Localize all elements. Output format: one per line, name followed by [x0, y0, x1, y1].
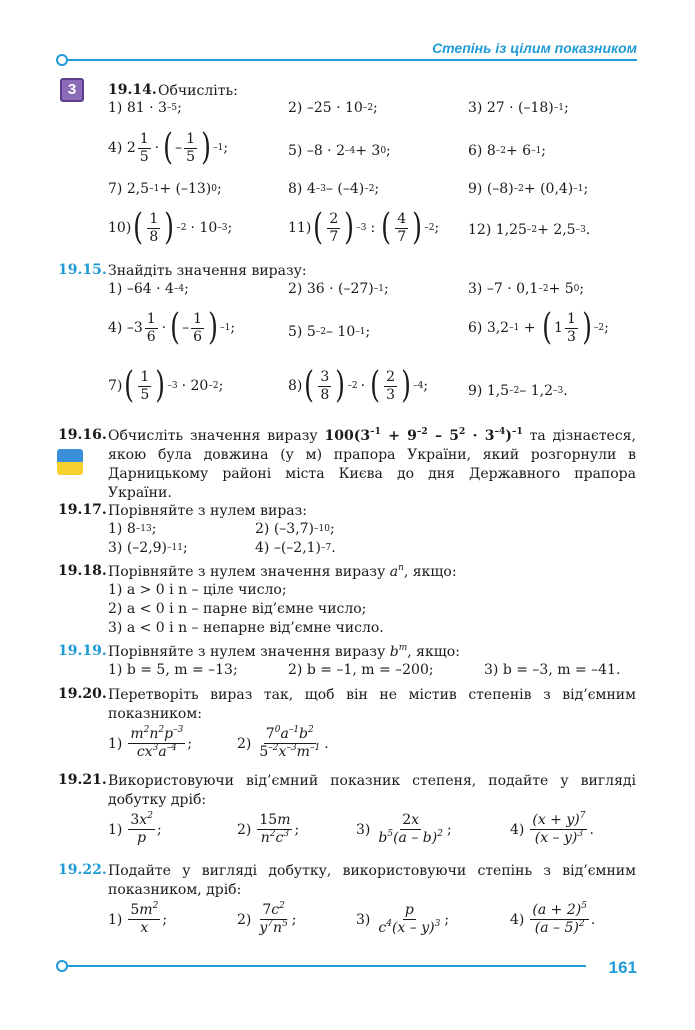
- footer-rule-dot: [56, 960, 68, 972]
- exercise-item: 1) 81 · 3 –5 ;: [108, 100, 182, 116]
- footer-rule: [66, 965, 586, 967]
- problem-statement: Використовуючи від’ємний показник степеня, подайте у вигляді добутку дріб:: [108, 773, 636, 808]
- exercise-item: 4) 2 $\frac{1}{5}$ · ( – $\frac{1}{5}$ ) –1 ;: [108, 127, 229, 168]
- exercise-item: 1) 8 –13 ;: [108, 521, 157, 537]
- exercise-item: 7) ( $\frac{1}{5}$ ) –3 · 20 –2 ;: [108, 365, 224, 406]
- problem-number: 19.20.: [58, 686, 107, 702]
- problem-number: 19.15.: [58, 262, 107, 278]
- problem-statement: Порівняйте з нулем значення виразу $b^m$, якщо:: [108, 643, 460, 660]
- exercise-item: 3) $\frac{2x}{b^5(a - b)^2}$ ;: [356, 812, 452, 846]
- exercise-item: 3) b = –3, m = –41.: [484, 662, 621, 678]
- exercise-item: 4) $\frac{(x + y)^7}{(x - y)^3}$ .: [510, 811, 594, 846]
- exercise-item: 5) –8 · 2 –4 + 3 0 ;: [288, 143, 391, 159]
- exercise-item: 9) (–8) –2 + (0,4) –1 ;: [468, 181, 589, 197]
- problem-number: 19.22.: [58, 862, 107, 878]
- exercise-item: 2) b = –1, m = –200;: [288, 662, 434, 678]
- exercise-item: 2) a < 0 і n – парне від’ємне число;: [108, 601, 367, 617]
- problem-statement: Перетворіть вираз так, щоб він не містив степенів з від’ємним показником:: [108, 687, 636, 722]
- exercise-item: 7) 2,5 –1 + (–13) 0 ;: [108, 181, 222, 197]
- problem-number: 19.21.: [58, 772, 107, 788]
- exercise-item: 2) 36 · (–27) –1 ;: [288, 281, 389, 297]
- header-rule-dot: [56, 54, 68, 66]
- exercise-item: 12) 1,25 –2 + 2,5 –3 .: [468, 222, 591, 238]
- exercise-item: 5) 5 –2 – 10 –1 ;: [288, 324, 371, 340]
- header-rule: [66, 59, 637, 61]
- problem-number: 19.14.: [108, 82, 157, 98]
- exercise-item: 10) ( $\frac{1}{8}$ ) –2 · 10 –3 ;: [108, 207, 233, 248]
- exercise-item: 1) –64 · 4 –4 ;: [108, 281, 189, 297]
- problem-statement: Подайте у вигляді добутку, використовуючи степінь з від’ємним показником, дріб:: [108, 863, 636, 898]
- exercise-item: 8) ( $\frac{3}{8}$ ) –2 · ( $\frac{2}{3}$ ) –4 ;: [288, 365, 429, 406]
- ukrainian-flag-icon: [57, 449, 83, 475]
- exercise-item: 4) $\frac{(a + 2)^5}{(a - 5)^2}$ .: [510, 901, 596, 936]
- exercise-item: 2) (–3,7) –10 ;: [255, 521, 335, 537]
- exercise-item: 11) ( $\frac{2}{7}$ ) –3 : ( $\frac{4}{7}$ ) –2 ;: [288, 207, 440, 248]
- exercise-item: 1) b = 5, m = –13;: [108, 662, 238, 678]
- difficulty-level-badge: 3: [60, 78, 84, 102]
- problem-statement: Знайдіть значення виразу:: [108, 263, 307, 279]
- exercise-item: 6) 8 –2 + 6 –1 ;: [468, 143, 547, 159]
- problem-statement: Порівняйте з нулем значення виразу $a^n$, якщо:: [108, 563, 457, 580]
- exercise-item: 4) –3 $\frac{1}{6}$ · ( – $\frac{1}{6}$ ) –1 ;: [108, 307, 236, 348]
- exercise-item: 3) –7 · 0,1 –2 + 5 0 ;: [468, 281, 585, 297]
- problem-number: 19.18.: [58, 563, 107, 579]
- exercise-item: 2) $\frac{7^0a^{-1}b^2}{5^{-2}x^{-3}m^{-1}}$ .: [237, 725, 329, 760]
- exercise-item: 1) a > 0 і n – ціле число;: [108, 582, 287, 598]
- problem-number: 19.19.: [58, 643, 107, 659]
- exercise-item: 2) $\frac{15m}{n^2c^3}$ ;: [237, 812, 300, 846]
- exercise-item: 2) $\frac{7c^2}{y^7n^5}$ ;: [237, 901, 297, 936]
- exercise-item: 3) (–2,9) –11 ;: [108, 540, 188, 556]
- exercise-item: 9) 1,5 –2 – 1,2 –3 .: [468, 383, 568, 399]
- exercise-item: 4) –(–2,1) –7 .: [255, 540, 336, 556]
- problem-statement: Порівняйте з нулем вираз:: [108, 503, 307, 519]
- problem-statement: Обчисліть:: [158, 83, 238, 99]
- exercise-item: 1) $\frac{m^2n^2p^{-3}}{cx^3a^{-4}}$ ;: [108, 725, 193, 760]
- exercise-item: 8) 4 –3 – (–4) –2 ;: [288, 181, 380, 197]
- running-header: Степінь із цілим показником: [432, 40, 637, 56]
- problem-number: 19.16.: [58, 427, 107, 443]
- problem-number: 19.17.: [58, 502, 107, 518]
- exercise-item: 1) $\frac{5m^2}{x}$ ;: [108, 901, 168, 936]
- exercise-item: 6) 3,2 –1 + ( 1 $\frac{1}{3}$ ) –2 ;: [468, 307, 609, 348]
- page-number: 161: [608, 958, 637, 977]
- exercise-item: 2) –25 · 10 –2 ;: [288, 100, 378, 116]
- exercise-item: 3) $\frac{p}{c^4(x - y)^3}$ ;: [356, 902, 450, 936]
- exercise-item: 1) $\frac{3x^2}{p}$ ;: [108, 811, 162, 846]
- exercise-item: 3) a < 0 і n – непарне від’ємне число.: [108, 620, 384, 636]
- exercise-item: 3) 27 · (–18) –1 ;: [468, 100, 569, 116]
- problem-statement: Обчисліть значення виразу $100(3^{-1} + 9^{-2} - 5^2 \cdot 3^{-4})^{-1}$ та дізнаєтеся, якою була довжина (у м) прапора України, який розгорнули в Дарницькому районі міста Києва до дня Державного прапора України.: [108, 427, 636, 501]
